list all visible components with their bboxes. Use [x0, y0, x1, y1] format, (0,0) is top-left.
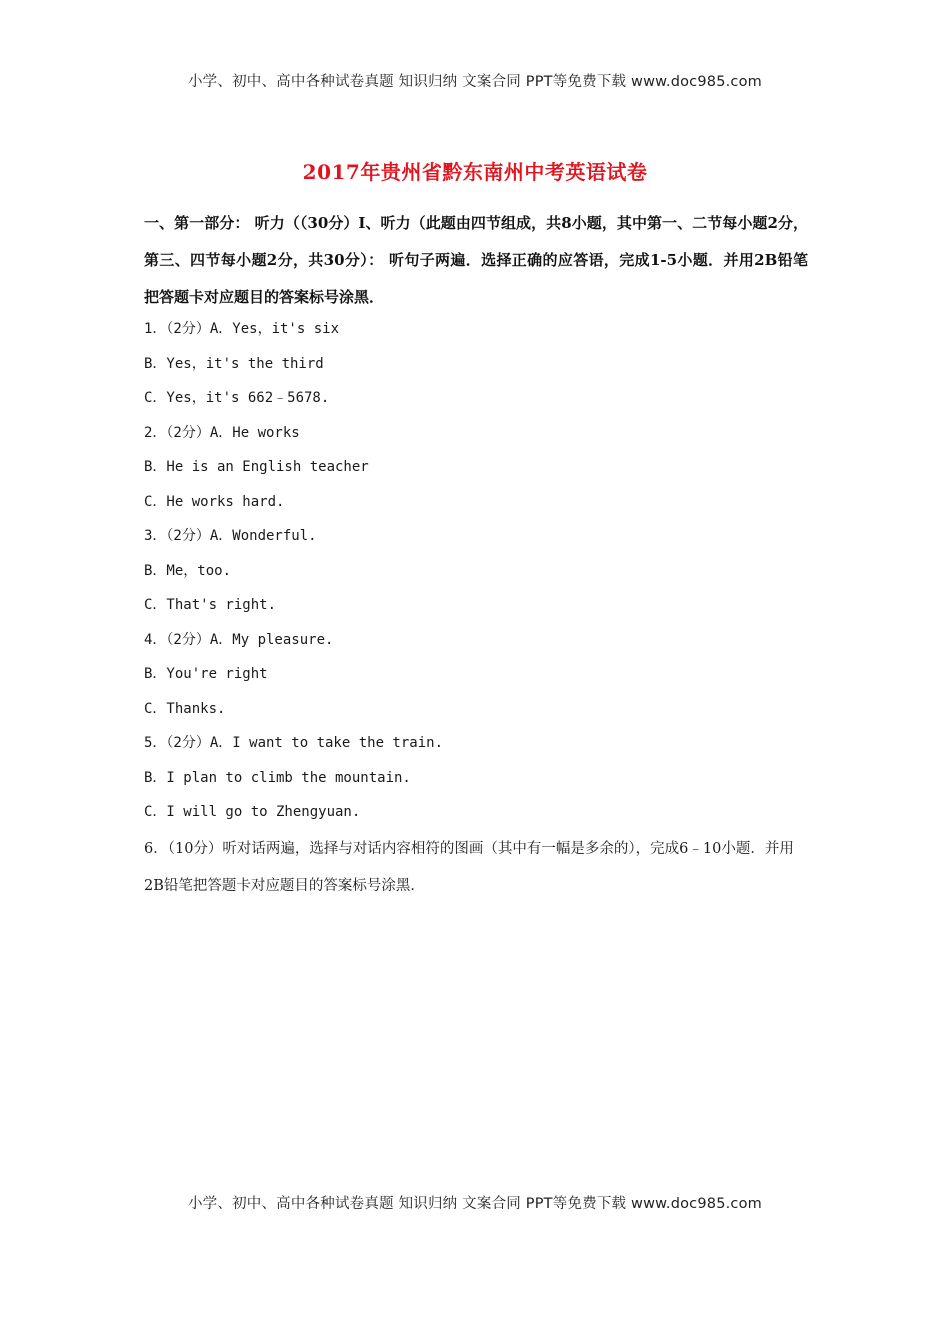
question-3-option-b: B．Me，too.: [144, 562, 232, 579]
question-5-option-a: 5．（2分）A．I want to take the train.: [144, 735, 444, 751]
question-1-option-c: C．Yes，it's 662﹣5678.: [144, 390, 330, 406]
question-2-option-b: B．He is an English teacher: [144, 459, 369, 475]
question-1-option-a: 1．（2分）A．Yes，it's six: [144, 321, 340, 337]
question-5-option-c: C．I will go to Zhengyuan.: [144, 804, 361, 820]
question-2-option-c: C．He works hard.: [144, 493, 285, 510]
page-header: 小学、初中、高中各种试卷真题 知识归纳 文案合同 PPT等免费下载 www.doc985.com: [187, 74, 763, 90]
question-2-option-a: 2．（2分）A．He works: [144, 424, 300, 441]
section-intro: 一、第一部分： 听力（（30分）I、听力（此题由四节组成，共8小题，其中第一、二节每小题2分，第三、四节每小题2分，共30分）： 听句子两遍．选择正确的应答语，完成1-5小题．并用2B铅笔把答题卡对应题目的答案标号涂黑．: [144, 214, 808, 306]
question-3-option-a: 3．（2分）A．Wonderful.: [144, 528, 317, 544]
question-4-option-c: C．Thanks.: [144, 700, 226, 717]
question-6: 6．（10分）听对话两遍，选择与对话内容相符的图画（其中有一幅是多余的），完成6﹣10小题．并用2B铅笔把答题卡对应题目的答案标号涂黑．: [144, 841, 794, 894]
question-5-option-b: B．I plan to climb the mountain.: [144, 769, 411, 786]
exam-title: 2017年贵州省黔东南州中考英语试卷: [302, 160, 648, 184]
question-4-option-a: 4．（2分）A．My pleasure.: [144, 631, 334, 648]
question-list: [144, 314, 808, 832]
question-3-option-c: C．That's right.: [144, 597, 277, 613]
page-footer: 小学、初中、高中各种试卷真题 知识归纳 文案合同 PPT等免费下载 www.doc985.com: [187, 1196, 763, 1212]
question-4-option-b: B．You're right: [144, 666, 268, 682]
question-1-option-b: B．Yes，it's the third: [144, 355, 324, 372]
